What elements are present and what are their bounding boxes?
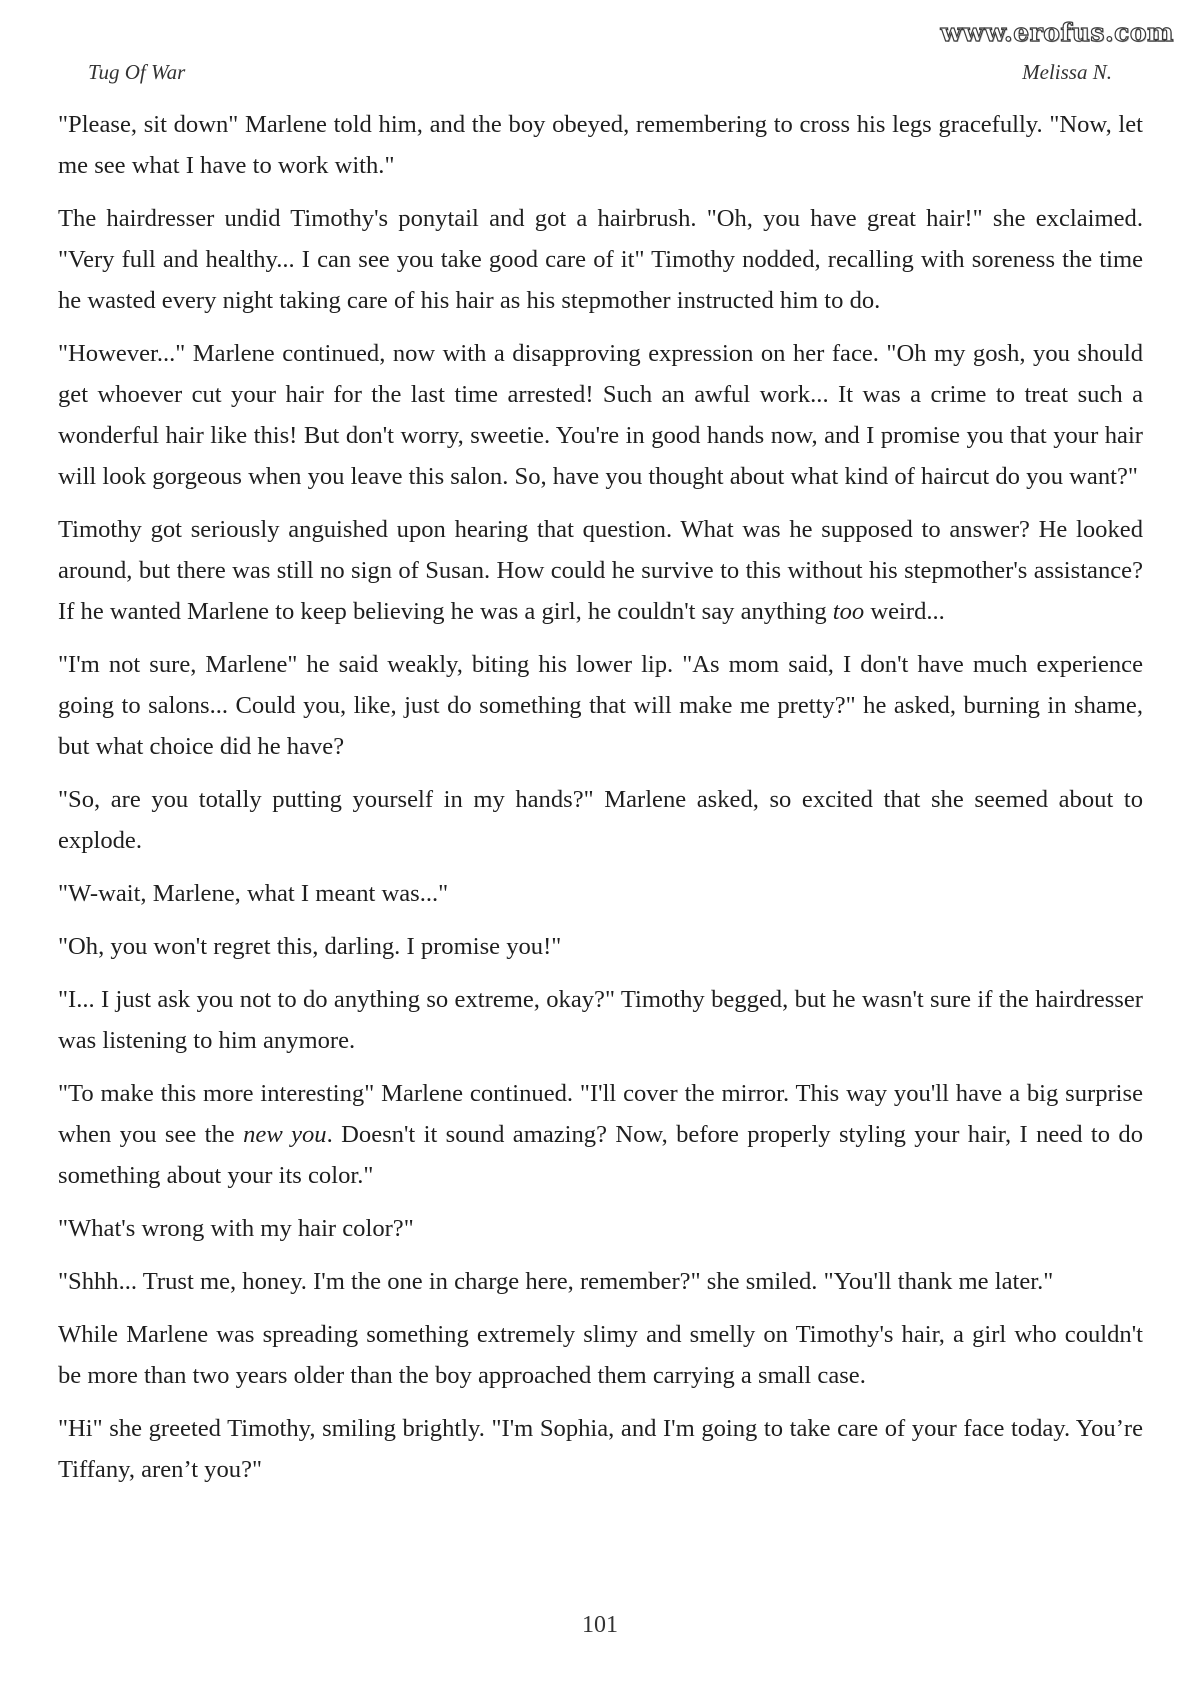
paragraph: The hairdresser undid Timothy's ponytail and got a hairbrush. "Oh, you have great hair!" she exclaimed. "Very full and healthy... I can see you take good care of it" Timothy nodded, recalling with soreness the time he wasted every night taking care of his hair as his stepmother instructed him to do. xyxy=(58,205,1143,314)
running-header xyxy=(88,60,1112,90)
book-title: Tug Of War xyxy=(88,60,186,84)
paragraph: "Please, sit down" Marlene told him, and the boy obeyed, remembering to cross his legs gracefully. "Now, let me see what I have to work with." xyxy=(58,111,1143,179)
page-number: 101 xyxy=(582,1612,618,1638)
paragraph-text: "To make this more interesting" Marlene continued. "I'll cover the mirror. This way you'll have a big surprise when you see the xyxy=(58,1080,1143,1148)
site-watermark: www.erofus.com xyxy=(940,18,1174,47)
paragraph xyxy=(58,509,1143,632)
emphasis: new you xyxy=(243,1121,327,1148)
emphasis: too xyxy=(832,598,865,625)
paragraph-text: Timothy got seriously anguished upon hearing that question. What was he supposed to answer? He looked around, but there was still no sign of Susan. How could he survive to this without his stepmother's assistance? If he wanted Marlene to keep believing he was a girl, he couldn't say anything xyxy=(58,516,1143,625)
paragraph: "W-wait, Marlene, what I meant was..." xyxy=(58,880,449,907)
paragraph-text: . Doesn't it sound amazing? Now, before properly styling your hair, I need to do something about your its color." xyxy=(58,1121,1143,1189)
paragraph: "Shhh... Trust me, honey. I'm the one in charge here, remember?" she smiled. "You'll thank me later." xyxy=(58,1268,1054,1295)
paragraph: "I... I just ask you not to do anything so extreme, okay?" Timothy begged, but he wasn't sure if the hairdresser was listening to him anymore. xyxy=(58,986,1143,1054)
paragraph: "Hi" she greeted Timothy, smiling brightly. "I'm Sophia, and I'm going to take care of your face today. You’re Tiffany, aren’t you?" xyxy=(58,1415,1143,1483)
paragraph: "Oh, you won't regret this, darling. I promise you!" xyxy=(58,933,562,960)
author-name: Melissa N. xyxy=(1022,60,1112,84)
paragraph: While Marlene was spreading something extremely slimy and smelly on Timothy's hair, a girl who couldn't be more than two years older than the boy approached them carrying a small case. xyxy=(58,1321,1143,1389)
paragraph: "I'm not sure, Marlene" he said weakly, biting his lower lip. "As mom said, I don't have much experience going to salons... Could you, like, just do something that will make me pretty?" he asked, burning in shame, but what choice did he have? xyxy=(58,651,1143,760)
paragraph: "However..." Marlene continued, now with a disapproving expression on her face. "Oh my gosh, you should get whoever cut your hair for the last time arrested! Such an awful work... It was a crime to treat such a wonderful hair like this! But don't worry, sweetie. You're in good hands now, and I promise you that your hair will look gorgeous when you leave this salon. So, have you thought about what kind of haircut do you want?" xyxy=(58,340,1143,490)
paragraph xyxy=(58,1073,1143,1196)
page-body xyxy=(58,104,1143,1502)
paragraph: "So, are you totally putting yourself in my hands?" Marlene asked, so excited that she seemed about to explode. xyxy=(58,786,1143,854)
paragraph-text: weird... xyxy=(864,598,945,625)
paragraph: "What's wrong with my hair color?" xyxy=(58,1215,414,1242)
